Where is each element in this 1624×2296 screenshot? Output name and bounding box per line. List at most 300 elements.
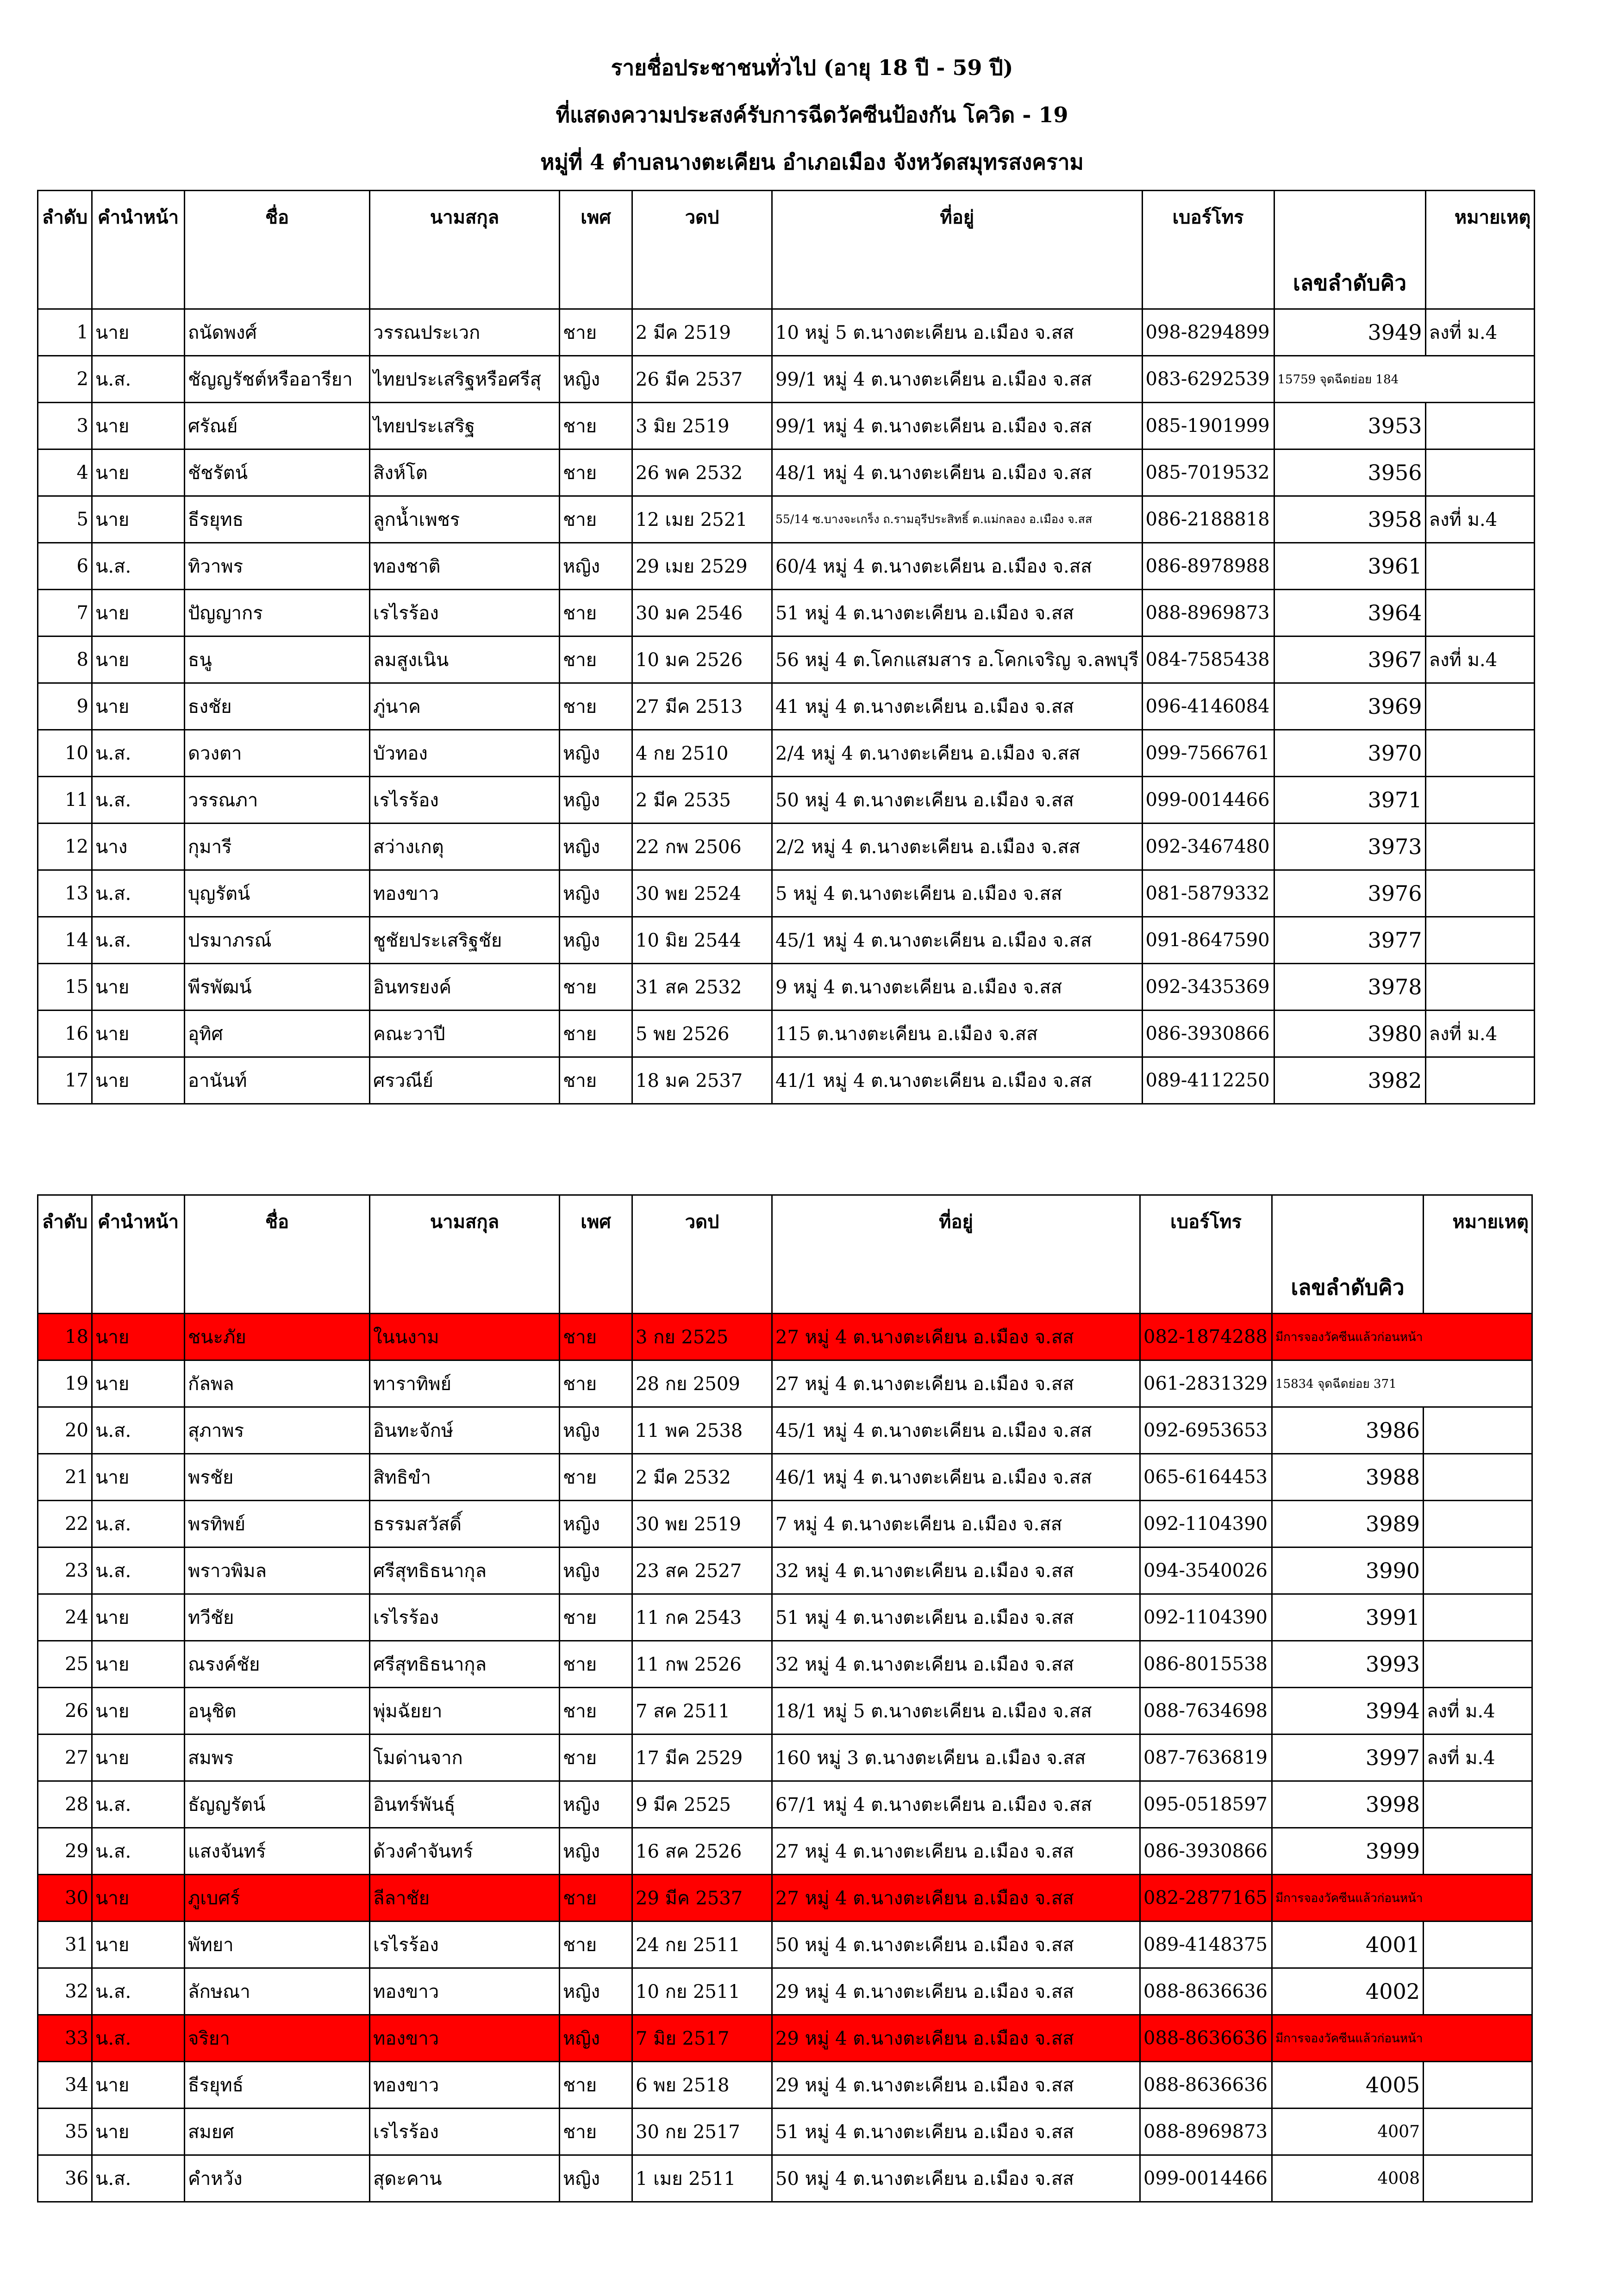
cell-phone: 065-6164453 xyxy=(1140,1454,1272,1501)
cell-sex: ชาย xyxy=(560,1360,632,1407)
cell-last-name: ทองขาว xyxy=(370,1968,560,2015)
cell-sex: หญิง xyxy=(560,356,632,403)
table-row-highlighted xyxy=(38,2015,1532,2062)
cell-remark xyxy=(1425,917,1534,964)
cell-first-name: ธนู xyxy=(185,636,370,683)
cell-address: 10 หมู่ 5 ต.นางตะเคียน อ.เมือง จ.สส xyxy=(772,309,1143,356)
table-row xyxy=(38,1057,1535,1104)
header-phone: เบอร์โทร xyxy=(1140,1195,1272,1314)
header-first-name: ชื่อ xyxy=(185,1195,370,1314)
cell-sex: หญิง xyxy=(560,2015,632,2062)
table-row xyxy=(38,1828,1532,1875)
cell-birth-date: 3 กย 2525 xyxy=(632,1314,772,1360)
cell-no: 33 xyxy=(38,2015,92,2062)
cell-address: 55/14 ซ.บางจะเกร็ง ถ.รามอุรีประสิทธิ์ ต.แม่กลอง อ.เมือง จ.สส xyxy=(772,496,1143,543)
header-last-name: นามสกุล xyxy=(370,191,560,309)
cell-prefix: นาย xyxy=(92,496,185,543)
cell-first-name: อนุชิต xyxy=(185,1688,370,1734)
cell-last-name: อินทะจักษ์ xyxy=(370,1407,560,1454)
cell-remark xyxy=(1425,777,1534,824)
table-row-highlighted xyxy=(38,1314,1532,1360)
cell-birth-date: 30 มค 2546 xyxy=(632,590,772,636)
cell-prefix: น.ส. xyxy=(92,1828,185,1875)
cell-remark xyxy=(1424,1968,1532,2015)
table-row xyxy=(38,1501,1532,1547)
cell-address: 51 หมู่ 4 ต.นางตะเคียน อ.เมือง จ.สส xyxy=(772,590,1143,636)
cell-address: 27 หมู่ 4 ต.นางตะเคียน อ.เมือง จ.สส xyxy=(772,1360,1140,1407)
cell-last-name: ด้วงคำจันทร์ xyxy=(370,1828,560,1875)
cell-last-name: ทองขาว xyxy=(370,870,560,917)
cell-queue-number: 3997 xyxy=(1272,1734,1424,1781)
cell-remark xyxy=(1424,1641,1532,1688)
cell-birth-date: 1 เมย 2511 xyxy=(632,2155,772,2202)
cell-last-name: ทองชาติ xyxy=(370,543,560,590)
vaccine-list-table-2 xyxy=(37,1194,1533,2202)
header-prefix: คำนำหน้า xyxy=(92,191,185,309)
cell-prefix: น.ส. xyxy=(92,730,185,777)
cell-phone: 088-8969873 xyxy=(1142,590,1274,636)
table-row xyxy=(38,777,1535,824)
cell-no: 20 xyxy=(38,1407,92,1454)
cell-sex: ชาย xyxy=(560,1641,632,1688)
cell-queue-number: 3978 xyxy=(1274,964,1425,1011)
cell-queue-number: 3967 xyxy=(1274,636,1425,683)
cell-birth-date: 2 มีค 2535 xyxy=(632,777,772,824)
cell-last-name: พุ่มฉัยยา xyxy=(370,1688,560,1734)
cell-note: มีการจองวัคซีนแล้วก่อนหน้า xyxy=(1272,1875,1532,1922)
cell-queue-number: 3964 xyxy=(1274,590,1425,636)
table-row xyxy=(38,356,1535,403)
header-sex: เพศ xyxy=(560,1195,632,1314)
header-queue-number: เลขลำดับคิว xyxy=(1274,191,1425,309)
cell-first-name: กุมารี xyxy=(185,824,370,870)
cell-queue-number: 3969 xyxy=(1274,683,1425,730)
cell-remark xyxy=(1424,2109,1532,2155)
cell-queue-number: 3982 xyxy=(1274,1057,1425,1104)
header-no: ลำดับ xyxy=(38,191,92,309)
cell-first-name: ธัญญรัตน์ xyxy=(185,1781,370,1828)
cell-prefix: นาง xyxy=(92,824,185,870)
cell-phone: 091-8647590 xyxy=(1142,917,1274,964)
table-row xyxy=(38,683,1535,730)
cell-queue-number: 4002 xyxy=(1272,1968,1424,2015)
cell-prefix: น.ส. xyxy=(92,543,185,590)
title-line-3: หมู่ที่ 4 ตำบลนางตะเคียน อำเภอเมือง จังหวัดสมุทรสงคราม xyxy=(540,150,1084,175)
cell-sex: ชาย xyxy=(560,496,632,543)
cell-first-name: อุทิศ xyxy=(185,1011,370,1057)
cell-first-name: สมยศ xyxy=(185,2109,370,2155)
cell-prefix: นาย xyxy=(92,964,185,1011)
cell-prefix: นาย xyxy=(92,1734,185,1781)
cell-remark xyxy=(1424,2155,1532,2202)
cell-prefix: น.ส. xyxy=(92,2155,185,2202)
table-row xyxy=(38,1641,1532,1688)
cell-remark: ลงที่ ม.4 xyxy=(1425,636,1534,683)
table-row xyxy=(38,590,1535,636)
cell-last-name: ไทยประเสริฐหรือศรีสุ xyxy=(370,356,560,403)
cell-no: 1 xyxy=(38,309,92,356)
cell-remark xyxy=(1424,1594,1532,1641)
cell-address: 7 หมู่ 4 ต.นางตะเคียน อ.เมือง จ.สส xyxy=(772,1501,1140,1547)
cell-first-name: พรทิพย์ xyxy=(185,1501,370,1547)
cell-birth-date: 7 มิย 2517 xyxy=(632,2015,772,2062)
cell-phone: 092-3435369 xyxy=(1142,964,1274,1011)
cell-sex: ชาย xyxy=(560,2109,632,2155)
cell-queue-number: 3991 xyxy=(1272,1594,1424,1641)
header-remark: หมายเหตุ xyxy=(1425,191,1534,309)
table-row xyxy=(38,1360,1532,1407)
cell-phone: 081-5879332 xyxy=(1142,870,1274,917)
cell-phone: 092-6953653 xyxy=(1140,1407,1272,1454)
cell-birth-date: 23 สค 2527 xyxy=(632,1547,772,1594)
header-row xyxy=(38,191,1535,309)
cell-first-name: ธงชัย xyxy=(185,683,370,730)
cell-birth-date: 11 กค 2543 xyxy=(632,1594,772,1641)
cell-address: 2/2 หมู่ 4 ต.นางตะเคียน อ.เมือง จ.สส xyxy=(772,824,1143,870)
cell-last-name: ชูชัยประเสริฐชัย xyxy=(370,917,560,964)
cell-last-name: ทองขาว xyxy=(370,2062,560,2109)
cell-last-name: เรไรร้อง xyxy=(370,1922,560,1968)
cell-first-name: แสงจันทร์ xyxy=(185,1828,370,1875)
cell-no: 19 xyxy=(38,1360,92,1407)
cell-last-name: เรไรร้อง xyxy=(370,777,560,824)
cell-first-name: พราวพิมล xyxy=(185,1547,370,1594)
cell-no: 12 xyxy=(38,824,92,870)
cell-first-name: ดวงตา xyxy=(185,730,370,777)
cell-prefix: นาย xyxy=(92,403,185,449)
cell-sex: ชาย xyxy=(560,403,632,449)
cell-phone: 088-8636636 xyxy=(1140,2062,1272,2109)
cell-last-name: สว่างเกตุ xyxy=(370,824,560,870)
cell-first-name: ทวีชัย xyxy=(185,1594,370,1641)
cell-no: 34 xyxy=(38,2062,92,2109)
cell-phone: 084-7585438 xyxy=(1142,636,1274,683)
table-row xyxy=(38,870,1535,917)
cell-prefix: นาย xyxy=(92,1011,185,1057)
cell-sex: ชาย xyxy=(560,1454,632,1501)
cell-birth-date: 30 พย 2519 xyxy=(632,1501,772,1547)
cell-prefix: น.ส. xyxy=(92,870,185,917)
cell-phone: 092-1104390 xyxy=(1140,1501,1272,1547)
cell-last-name: เรไรร้อง xyxy=(370,590,560,636)
cell-note: มีการจองวัคซีนแล้วก่อนหน้า xyxy=(1272,1314,1532,1360)
cell-queue-number: 3986 xyxy=(1272,1407,1424,1454)
cell-queue-number: 4001 xyxy=(1272,1922,1424,1968)
cell-prefix: นาย xyxy=(92,1688,185,1734)
cell-address: 99/1 หมู่ 4 ต.นางตะเคียน อ.เมือง จ.สส xyxy=(772,356,1143,403)
cell-phone: 098-8294899 xyxy=(1142,309,1274,356)
cell-first-name: ธีรยุทธ xyxy=(185,496,370,543)
cell-sex: ชาย xyxy=(560,683,632,730)
cell-remark xyxy=(1425,403,1534,449)
cell-prefix: นาย xyxy=(92,1360,185,1407)
cell-address: 18/1 หมู่ 5 ต.นางตะเคียน อ.เมือง จ.สส xyxy=(772,1688,1140,1734)
cell-remark xyxy=(1425,964,1534,1011)
table-row xyxy=(38,2155,1532,2202)
cell-phone: 086-2188818 xyxy=(1142,496,1274,543)
cell-first-name: ถนัดพงศ์ xyxy=(185,309,370,356)
cell-phone: 085-1901999 xyxy=(1142,403,1274,449)
cell-remark xyxy=(1425,824,1534,870)
cell-address: 27 หมู่ 4 ต.นางตะเคียน อ.เมือง จ.สส xyxy=(772,1875,1140,1922)
cell-note: 15759 จุดฉีดย่อย 184 xyxy=(1274,356,1534,403)
cell-queue-number: 3989 xyxy=(1272,1501,1424,1547)
cell-no: 3 xyxy=(38,403,92,449)
cell-sex: ชาย xyxy=(560,964,632,1011)
cell-remark xyxy=(1424,1454,1532,1501)
cell-prefix: น.ส. xyxy=(92,1407,185,1454)
cell-no: 21 xyxy=(38,1454,92,1501)
cell-phone: 089-4112250 xyxy=(1142,1057,1274,1104)
cell-no: 6 xyxy=(38,543,92,590)
cell-address: 5 หมู่ 4 ต.นางตะเคียน อ.เมือง จ.สส xyxy=(772,870,1143,917)
table-row xyxy=(38,449,1535,496)
cell-queue-number: 3990 xyxy=(1272,1547,1424,1594)
table-row xyxy=(38,1454,1532,1501)
cell-address: 160 หมู่ 3 ต.นางตะเคียน อ.เมือง จ.สส xyxy=(772,1734,1140,1781)
cell-address: 67/1 หมู่ 4 ต.นางตะเคียน อ.เมือง จ.สส xyxy=(772,1781,1140,1828)
cell-birth-date: 26 มีค 2537 xyxy=(632,356,772,403)
cell-birth-date: 2 มีค 2532 xyxy=(632,1454,772,1501)
cell-sex: ชาย xyxy=(560,590,632,636)
cell-no: 4 xyxy=(38,449,92,496)
cell-no: 32 xyxy=(38,1968,92,2015)
cell-birth-date: 9 มีค 2525 xyxy=(632,1781,772,1828)
table-row xyxy=(38,730,1535,777)
table-row xyxy=(38,1734,1532,1781)
cell-no: 11 xyxy=(38,777,92,824)
cell-last-name: คณะวาปี xyxy=(370,1011,560,1057)
cell-first-name: พีรพัฒน์ xyxy=(185,964,370,1011)
cell-phone: 088-8636636 xyxy=(1140,1968,1272,2015)
cell-last-name: ทองขาว xyxy=(370,2015,560,2062)
cell-prefix: นาย xyxy=(92,1057,185,1104)
cell-sex: หญิง xyxy=(560,1781,632,1828)
cell-no: 30 xyxy=(38,1875,92,1922)
cell-last-name: ในนงาม xyxy=(370,1314,560,1360)
cell-no: 25 xyxy=(38,1641,92,1688)
cell-no: 31 xyxy=(38,1922,92,1968)
cell-prefix: นาย xyxy=(92,590,185,636)
cell-prefix: นาย xyxy=(92,449,185,496)
header-queue-number: เลขลำดับคิว xyxy=(1272,1195,1424,1314)
cell-sex: หญิง xyxy=(560,1547,632,1594)
cell-phone: 086-3930866 xyxy=(1140,1828,1272,1875)
cell-last-name: เรไรร้อง xyxy=(370,1594,560,1641)
cell-address: 32 หมู่ 4 ต.นางตะเคียน อ.เมือง จ.สส xyxy=(772,1547,1140,1594)
cell-address: 48/1 หมู่ 4 ต.นางตะเคียน อ.เมือง จ.สส xyxy=(772,449,1143,496)
cell-queue-number: 3953 xyxy=(1274,403,1425,449)
cell-sex: หญิง xyxy=(560,1968,632,2015)
cell-last-name: ลมสูงเนิน xyxy=(370,636,560,683)
cell-prefix: น.ส. xyxy=(92,1547,185,1594)
cell-no: 10 xyxy=(38,730,92,777)
cell-no: 13 xyxy=(38,870,92,917)
cell-no: 36 xyxy=(38,2155,92,2202)
cell-phone: 083-6292539 xyxy=(1142,356,1274,403)
cell-queue-number: 3976 xyxy=(1274,870,1425,917)
cell-address: 56 หมู่ 4 ต.โคกแสมสาร อ.โคกเจริญ จ.ลพบุรี xyxy=(772,636,1143,683)
cell-first-name: คำหวัง xyxy=(185,2155,370,2202)
cell-last-name: เรไรร้อง xyxy=(370,2109,560,2155)
cell-phone: 088-8636636 xyxy=(1140,2015,1272,2062)
table-row xyxy=(38,1922,1532,1968)
cell-remark: ลงที่ ม.4 xyxy=(1425,1011,1534,1057)
cell-address: 9 หมู่ 4 ต.นางตะเคียน อ.เมือง จ.สส xyxy=(772,964,1143,1011)
cell-address: 41 หมู่ 4 ต.นางตะเคียน อ.เมือง จ.สส xyxy=(772,683,1143,730)
cell-birth-date: 7 สค 2511 xyxy=(632,1688,772,1734)
cell-phone: 089-4148375 xyxy=(1140,1922,1272,1968)
cell-remark xyxy=(1424,1828,1532,1875)
cell-no: 15 xyxy=(38,964,92,1011)
cell-address: 50 หมู่ 4 ต.นางตะเคียน อ.เมือง จ.สส xyxy=(772,777,1143,824)
cell-prefix: นาย xyxy=(92,1314,185,1360)
cell-phone: 082-2877165 xyxy=(1140,1875,1272,1922)
cell-address: 51 หมู่ 4 ต.นางตะเคียน อ.เมือง จ.สส xyxy=(772,1594,1140,1641)
table-row xyxy=(38,1407,1532,1454)
cell-queue-number: 3998 xyxy=(1272,1781,1424,1828)
cell-sex: ชาย xyxy=(560,309,632,356)
cell-phone: 088-7634698 xyxy=(1140,1688,1272,1734)
cell-prefix: น.ส. xyxy=(92,917,185,964)
cell-address: 50 หมู่ 4 ต.นางตะเคียน อ.เมือง จ.สส xyxy=(772,2155,1140,2202)
cell-birth-date: 16 สค 2526 xyxy=(632,1828,772,1875)
cell-address: 99/1 หมู่ 4 ต.นางตะเคียน อ.เมือง จ.สส xyxy=(772,403,1143,449)
cell-prefix: นาย xyxy=(92,1641,185,1688)
table-row xyxy=(38,1011,1535,1057)
cell-sex: ชาย xyxy=(560,1594,632,1641)
cell-queue-number: 3973 xyxy=(1274,824,1425,870)
cell-no: 23 xyxy=(38,1547,92,1594)
cell-first-name: จริยา xyxy=(185,2015,370,2062)
cell-no: 8 xyxy=(38,636,92,683)
cell-queue-number: 4008 xyxy=(1272,2155,1424,2202)
cell-prefix: น.ส. xyxy=(92,777,185,824)
cell-sex: หญิง xyxy=(560,1828,632,1875)
cell-prefix: นาย xyxy=(92,683,185,730)
cell-queue-number: 3970 xyxy=(1274,730,1425,777)
cell-first-name: ศรัณย์ xyxy=(185,403,370,449)
cell-sex: ชาย xyxy=(560,1922,632,1968)
cell-last-name: อินทร์พันธุ์ xyxy=(370,1781,560,1828)
cell-prefix: น.ส. xyxy=(92,1501,185,1547)
cell-last-name: วรรณประเวก xyxy=(370,309,560,356)
header-sex: เพศ xyxy=(560,191,632,309)
vaccine-list-table-1 xyxy=(37,190,1535,1104)
cell-birth-date: 11 พค 2538 xyxy=(632,1407,772,1454)
header-address: ที่อยู่ xyxy=(772,191,1143,309)
cell-birth-date: 5 พย 2526 xyxy=(632,1011,772,1057)
cell-phone: 099-7566761 xyxy=(1142,730,1274,777)
cell-address: 29 หมู่ 4 ต.นางตะเคียน อ.เมือง จ.สส xyxy=(772,2015,1140,2062)
cell-last-name: โมด่านจาก xyxy=(370,1734,560,1781)
cell-prefix: นาย xyxy=(92,1454,185,1501)
cell-birth-date: 6 พย 2518 xyxy=(632,2062,772,2109)
cell-address: 46/1 หมู่ 4 ต.นางตะเคียน อ.เมือง จ.สส xyxy=(772,1454,1140,1501)
cell-queue-number: 3971 xyxy=(1274,777,1425,824)
cell-first-name: ชัญญรัชต์หรืออารียา xyxy=(185,356,370,403)
cell-no: 7 xyxy=(38,590,92,636)
cell-sex: ชาย xyxy=(560,1057,632,1104)
cell-birth-date: 30 กย 2517 xyxy=(632,2109,772,2155)
cell-sex: ชาย xyxy=(560,1688,632,1734)
cell-phone: 099-0014466 xyxy=(1140,2155,1272,2202)
cell-first-name: กัลพล xyxy=(185,1360,370,1407)
header-last-name: นามสกุล xyxy=(370,1195,560,1314)
cell-prefix: นาย xyxy=(92,1594,185,1641)
cell-remark xyxy=(1424,1922,1532,1968)
cell-address: 2/4 หมู่ 4 ต.นางตะเคียน อ.เมือง จ.สส xyxy=(772,730,1143,777)
cell-remark xyxy=(1425,683,1534,730)
cell-phone: 099-0014466 xyxy=(1142,777,1274,824)
cell-prefix: นาย xyxy=(92,1922,185,1968)
cell-birth-date: 28 กย 2509 xyxy=(632,1360,772,1407)
cell-phone: 087-7636819 xyxy=(1140,1734,1272,1781)
cell-first-name: ปรมาภรณ์ xyxy=(185,917,370,964)
cell-first-name: สมพร xyxy=(185,1734,370,1781)
header-row xyxy=(38,1195,1532,1314)
cell-birth-date: 10 กย 2511 xyxy=(632,1968,772,2015)
table-row xyxy=(38,964,1535,1011)
cell-birth-date: 2 มีค 2519 xyxy=(632,309,772,356)
cell-phone: 082-1874288 xyxy=(1140,1314,1272,1360)
header-address: ที่อยู่ xyxy=(772,1195,1140,1314)
cell-queue-number: 3961 xyxy=(1274,543,1425,590)
cell-no: 17 xyxy=(38,1057,92,1104)
cell-birth-date: 30 พย 2524 xyxy=(632,870,772,917)
cell-last-name: ลีลาชัย xyxy=(370,1875,560,1922)
cell-no: 27 xyxy=(38,1734,92,1781)
header-no: ลำดับ xyxy=(38,1195,92,1314)
cell-remark xyxy=(1425,730,1534,777)
cell-no: 35 xyxy=(38,2109,92,2155)
cell-birth-date: 22 กพ 2506 xyxy=(632,824,772,870)
cell-first-name: พรชัย xyxy=(185,1454,370,1501)
cell-sex: หญิง xyxy=(560,1501,632,1547)
cell-first-name: ณรงค์ชัย xyxy=(185,1641,370,1688)
cell-phone: 086-8015538 xyxy=(1140,1641,1272,1688)
cell-last-name: ธรรมสวัสดิ์ xyxy=(370,1501,560,1547)
cell-last-name: ภู่นาค xyxy=(370,683,560,730)
cell-phone: 088-8969873 xyxy=(1140,2109,1272,2155)
cell-remark xyxy=(1425,1057,1534,1104)
table-row xyxy=(38,1781,1532,1828)
cell-remark: ลงที่ ม.4 xyxy=(1425,496,1534,543)
cell-phone: 061-2831329 xyxy=(1140,1360,1272,1407)
cell-remark xyxy=(1425,590,1534,636)
cell-first-name: บุญรัตน์ xyxy=(185,870,370,917)
cell-prefix: น.ส. xyxy=(92,2015,185,2062)
document-title-block xyxy=(0,44,1624,186)
cell-remark xyxy=(1424,1781,1532,1828)
cell-prefix: นาย xyxy=(92,2109,185,2155)
cell-no: 9 xyxy=(38,683,92,730)
cell-sex: หญิง xyxy=(560,730,632,777)
cell-phone: 085-7019532 xyxy=(1142,449,1274,496)
cell-address: 50 หมู่ 4 ต.นางตะเคียน อ.เมือง จ.สส xyxy=(772,1922,1140,1968)
cell-address: 51 หมู่ 4 ต.นางตะเคียน อ.เมือง จ.สส xyxy=(772,2109,1140,2155)
cell-birth-date: 29 มีค 2537 xyxy=(632,1875,772,1922)
cell-queue-number: 3949 xyxy=(1274,309,1425,356)
cell-birth-date: 10 มค 2526 xyxy=(632,636,772,683)
table-row xyxy=(38,2062,1532,2109)
header-birth-date: วดป xyxy=(632,191,772,309)
cell-queue-number: 4005 xyxy=(1272,2062,1424,2109)
cell-no: 5 xyxy=(38,496,92,543)
cell-remark xyxy=(1425,870,1534,917)
cell-last-name: บัวทอง xyxy=(370,730,560,777)
cell-remark xyxy=(1425,449,1534,496)
